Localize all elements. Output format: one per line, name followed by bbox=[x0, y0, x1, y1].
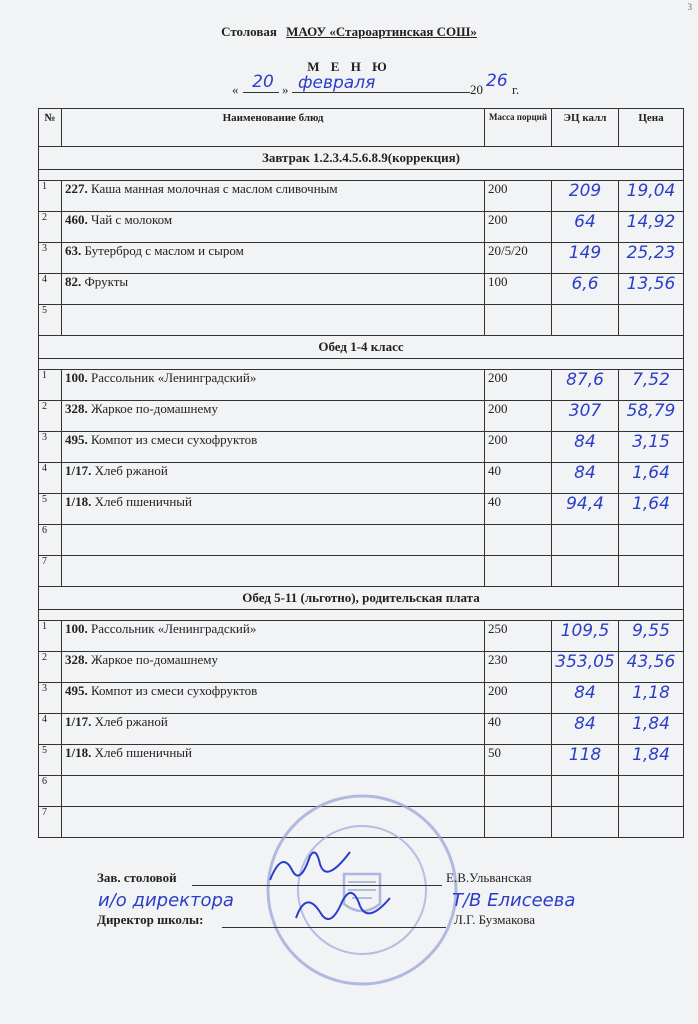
table-row bbox=[39, 370, 684, 401]
table-row bbox=[39, 714, 684, 745]
portion-mass: 50 bbox=[485, 745, 552, 776]
section-spacer bbox=[39, 359, 684, 370]
energy-value bbox=[552, 525, 619, 556]
portion-mass bbox=[485, 556, 552, 587]
table-row bbox=[39, 556, 684, 587]
price-value: 25,23 bbox=[619, 243, 684, 274]
recipe-code: 1/17. bbox=[65, 463, 92, 478]
table-row bbox=[39, 212, 684, 243]
portion-mass: 40 bbox=[485, 463, 552, 494]
canteen-label: Столовая bbox=[221, 24, 277, 39]
date-month: февраля bbox=[298, 73, 376, 93]
dish-name: Компот из смеси сухофруктов bbox=[91, 683, 258, 698]
portion-mass bbox=[485, 525, 552, 556]
price-value: 58,79 bbox=[619, 401, 684, 432]
dish-name: Жаркое по-домашнему bbox=[91, 401, 218, 416]
dish-cell bbox=[62, 714, 485, 745]
col-mass-header: Масса порций bbox=[485, 109, 552, 147]
col-kcal-header: ЭЦ калл bbox=[552, 109, 619, 147]
dish-name: Хлеб ржаной bbox=[94, 463, 168, 478]
portion-mass: 200 bbox=[485, 212, 552, 243]
dish-cell bbox=[62, 494, 485, 525]
head-name: Е.В.Ульванская bbox=[446, 870, 532, 885]
dish-cell bbox=[62, 463, 485, 494]
dish-name: Рассольник «Ленинградский» bbox=[91, 621, 257, 636]
portion-mass: 100 bbox=[485, 274, 552, 305]
energy-value: 94,4 bbox=[552, 494, 619, 525]
table-row bbox=[39, 243, 684, 274]
energy-value: 84 bbox=[552, 683, 619, 714]
acting-name: Т/В Елисеева bbox=[452, 890, 576, 911]
price-value: 3,15 bbox=[619, 432, 684, 463]
col-num-header: № bbox=[39, 109, 62, 147]
recipe-code: 328. bbox=[65, 652, 88, 667]
row-number: 5 bbox=[39, 494, 62, 525]
recipe-code: 1/18. bbox=[65, 745, 92, 760]
price-value bbox=[619, 556, 684, 587]
energy-value: 84 bbox=[552, 432, 619, 463]
energy-value bbox=[552, 556, 619, 587]
recipe-code: 328. bbox=[65, 401, 88, 416]
row-number: 4 bbox=[39, 274, 62, 305]
dish-cell bbox=[62, 652, 485, 683]
table-header bbox=[39, 109, 684, 147]
energy-value: 307 bbox=[552, 401, 619, 432]
energy-value: 84 bbox=[552, 463, 619, 494]
price-value: 9,55 bbox=[619, 621, 684, 652]
dish-cell bbox=[62, 525, 485, 556]
section-header bbox=[39, 336, 684, 359]
section-header bbox=[39, 587, 684, 610]
dish-cell bbox=[62, 683, 485, 714]
dish-name: Чай с молоком bbox=[91, 212, 173, 227]
row-number: 2 bbox=[39, 401, 62, 432]
table-row bbox=[39, 274, 684, 305]
section-title: Завтрак 1.2.3.4.5.6.8.9(коррекция) bbox=[39, 147, 684, 170]
recipe-code: 495. bbox=[65, 432, 88, 447]
table-row bbox=[39, 621, 684, 652]
energy-value: 149 bbox=[552, 243, 619, 274]
energy-value: 6,6 bbox=[552, 274, 619, 305]
row-number: 3 bbox=[39, 683, 62, 714]
portion-mass: 230 bbox=[485, 652, 552, 683]
date-year-end: г. bbox=[512, 82, 520, 97]
dish-name: Каша манная молочная с маслом сливочным bbox=[91, 181, 338, 196]
price-value: 1,84 bbox=[619, 745, 684, 776]
spacer-cell bbox=[39, 610, 684, 621]
price-value: 43,56 bbox=[619, 652, 684, 683]
dish-cell bbox=[62, 621, 485, 652]
price-value: 7,52 bbox=[619, 370, 684, 401]
table-row bbox=[39, 181, 684, 212]
recipe-code: 1/17. bbox=[65, 714, 92, 729]
portion-mass bbox=[485, 305, 552, 336]
row-number: 4 bbox=[39, 714, 62, 745]
page-title bbox=[0, 24, 698, 40]
date-day: 20 bbox=[252, 72, 274, 92]
spacer-cell bbox=[39, 170, 684, 181]
dish-cell bbox=[62, 401, 485, 432]
dish-cell bbox=[62, 745, 485, 776]
recipe-code: 460. bbox=[65, 212, 88, 227]
day-underline bbox=[243, 92, 279, 93]
price-value: 19,04 bbox=[619, 181, 684, 212]
row-number: 7 bbox=[39, 807, 62, 838]
energy-value: 64 bbox=[552, 212, 619, 243]
date-line bbox=[0, 71, 698, 100]
menu-table bbox=[38, 108, 684, 838]
date-year-suffix: 26 bbox=[486, 71, 508, 91]
row-number: 3 bbox=[39, 243, 62, 274]
director-signature-icon bbox=[288, 878, 398, 938]
section-title: Обед 1-4 класс bbox=[39, 336, 684, 359]
price-value bbox=[619, 776, 684, 807]
dish-name: Фрукты bbox=[84, 274, 129, 289]
dish-cell bbox=[62, 274, 485, 305]
dish-name: Хлеб пшеничный bbox=[94, 745, 192, 760]
row-number: 4 bbox=[39, 463, 62, 494]
recipe-code: 227. bbox=[65, 181, 88, 196]
row-number: 1 bbox=[39, 370, 62, 401]
recipe-code: 100. bbox=[65, 621, 88, 636]
table-row bbox=[39, 494, 684, 525]
table-row bbox=[39, 525, 684, 556]
energy-value: 118 bbox=[552, 745, 619, 776]
signature-block bbox=[0, 840, 698, 1020]
date-open-quote: « bbox=[232, 82, 239, 97]
portion-mass: 200 bbox=[485, 401, 552, 432]
price-value: 14,92 bbox=[619, 212, 684, 243]
energy-value bbox=[552, 776, 619, 807]
col-price-header: Цена bbox=[619, 109, 684, 147]
row-number: 6 bbox=[39, 525, 62, 556]
energy-value: 84 bbox=[552, 714, 619, 745]
energy-value: 209 bbox=[552, 181, 619, 212]
dish-name: Хлеб ржаной bbox=[94, 714, 168, 729]
dish-cell bbox=[62, 305, 485, 336]
dish-cell bbox=[62, 432, 485, 463]
table-row bbox=[39, 745, 684, 776]
dish-cell bbox=[62, 212, 485, 243]
dish-cell bbox=[62, 181, 485, 212]
section-title: Обед 5-11 (льготно), родительская плата bbox=[39, 587, 684, 610]
menu-body bbox=[39, 147, 684, 838]
spacer-cell bbox=[39, 359, 684, 370]
dish-cell bbox=[62, 556, 485, 587]
table-row bbox=[39, 305, 684, 336]
row-number: 1 bbox=[39, 621, 62, 652]
row-number: 1 bbox=[39, 181, 62, 212]
portion-mass bbox=[485, 776, 552, 807]
row-number: 7 bbox=[39, 556, 62, 587]
director-name: Л.Г. Бузмакова bbox=[454, 912, 536, 927]
recipe-code: 100. bbox=[65, 370, 88, 385]
energy-value bbox=[552, 807, 619, 838]
dish-name: Жаркое по-домашнему bbox=[91, 652, 218, 667]
recipe-code: 1/18. bbox=[65, 494, 92, 509]
dish-name: Рассольник «Ленинградский» bbox=[91, 370, 257, 385]
menu-heading: М Е Н Ю bbox=[307, 59, 391, 74]
section-spacer bbox=[39, 170, 684, 181]
price-value bbox=[619, 525, 684, 556]
portion-mass: 200 bbox=[485, 683, 552, 714]
portion-mass: 40 bbox=[485, 714, 552, 745]
price-value bbox=[619, 807, 684, 838]
row-number: 2 bbox=[39, 212, 62, 243]
table-row bbox=[39, 432, 684, 463]
row-number: 3 bbox=[39, 432, 62, 463]
table-row bbox=[39, 463, 684, 494]
portion-mass: 250 bbox=[485, 621, 552, 652]
dish-name: Компот из смеси сухофруктов bbox=[91, 432, 258, 447]
price-value: 1,64 bbox=[619, 494, 684, 525]
school-name: МАОУ «Староартинская СОШ» bbox=[286, 24, 477, 39]
dish-cell bbox=[62, 370, 485, 401]
recipe-code: 82. bbox=[65, 274, 82, 289]
director-label: Директор школы: bbox=[97, 912, 204, 927]
row-number: 2 bbox=[39, 652, 62, 683]
portion-mass: 200 bbox=[485, 370, 552, 401]
table-row bbox=[39, 683, 684, 714]
row-number: 5 bbox=[39, 305, 62, 336]
row-number: 5 bbox=[39, 745, 62, 776]
date-close-quote: » bbox=[282, 82, 289, 97]
table-row bbox=[39, 401, 684, 432]
energy-value: 109,5 bbox=[552, 621, 619, 652]
portion-mass: 40 bbox=[485, 494, 552, 525]
date-year-prefix: 20 bbox=[470, 82, 483, 97]
head-label: Зав. столовой bbox=[97, 870, 177, 885]
portion-mass: 20/5/20 bbox=[485, 243, 552, 274]
energy-value: 87,6 bbox=[552, 370, 619, 401]
price-value: 1,84 bbox=[619, 714, 684, 745]
portion-mass bbox=[485, 807, 552, 838]
section-header bbox=[39, 147, 684, 170]
dish-name: Бутерброд с маслом и сыром bbox=[84, 243, 244, 258]
energy-value: 353,05 bbox=[552, 652, 619, 683]
month-underline bbox=[292, 92, 470, 93]
price-value bbox=[619, 305, 684, 336]
energy-value bbox=[552, 305, 619, 336]
price-value: 1,64 bbox=[619, 463, 684, 494]
col-name-header: Наименование блюд bbox=[62, 109, 485, 147]
portion-mass: 200 bbox=[485, 432, 552, 463]
dish-name: Хлеб пшеничный bbox=[94, 494, 192, 509]
row-number: 6 bbox=[39, 776, 62, 807]
acting-note: и/о директора bbox=[98, 890, 234, 911]
portion-mass: 200 bbox=[485, 181, 552, 212]
recipe-code: 63. bbox=[65, 243, 82, 258]
table-row bbox=[39, 652, 684, 683]
recipe-code: 495. bbox=[65, 683, 88, 698]
page-number: 3 bbox=[687, 2, 692, 12]
section-spacer bbox=[39, 610, 684, 621]
price-value: 13,56 bbox=[619, 274, 684, 305]
dish-cell bbox=[62, 243, 485, 274]
price-value: 1,18 bbox=[619, 683, 684, 714]
